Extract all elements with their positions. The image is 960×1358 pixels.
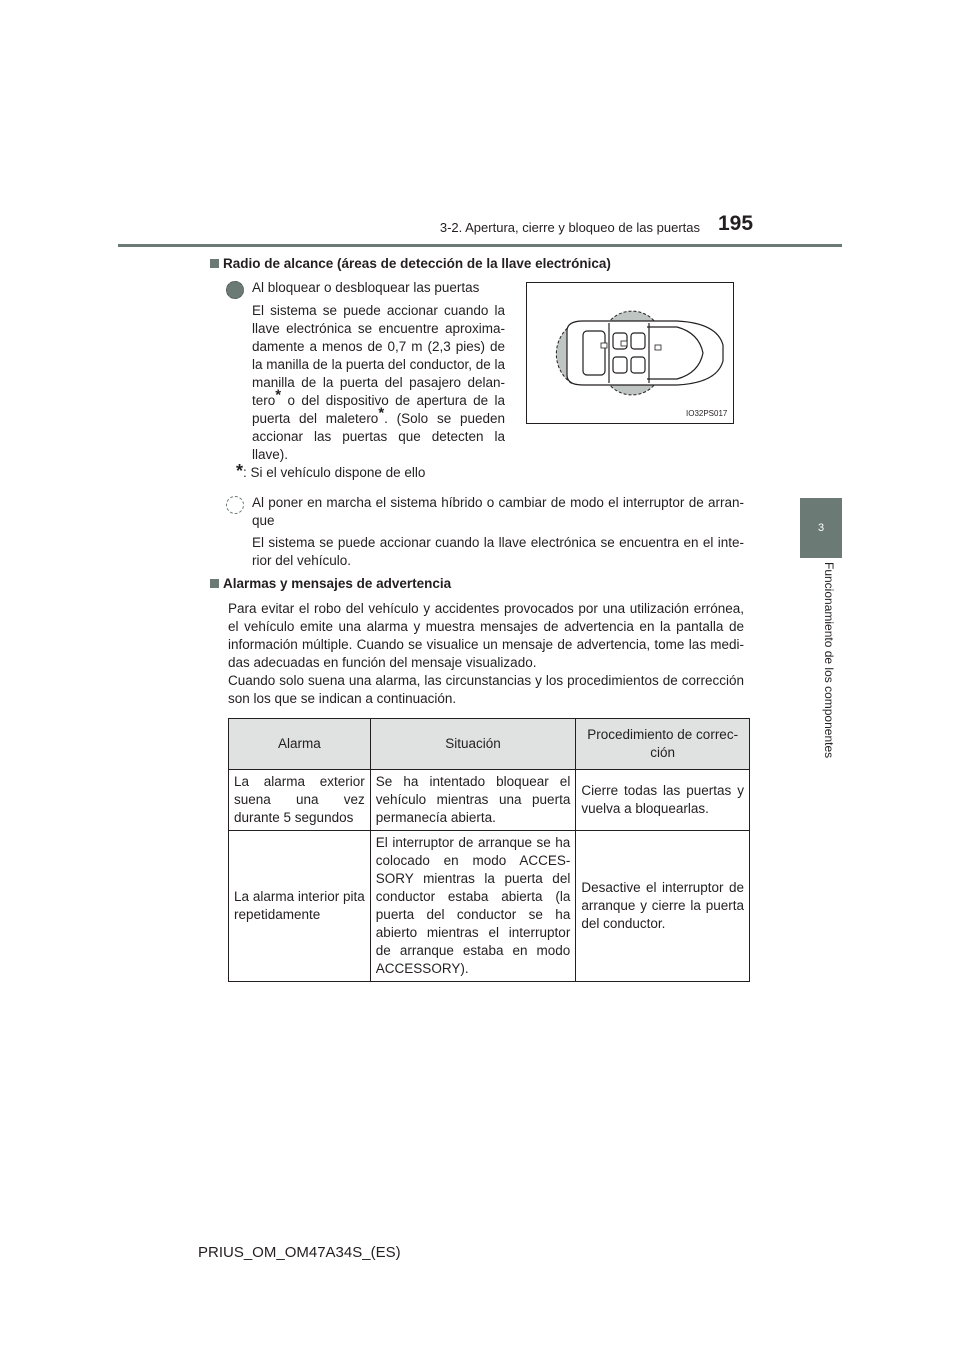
dashed-circle-icon xyxy=(226,496,244,514)
table-header-cell: Alarma xyxy=(229,719,371,770)
dashed-circle-filled-icon xyxy=(226,281,244,299)
table-cell: La alarma exterior suena una vez durante 5 segundos xyxy=(229,770,371,831)
table-header-row xyxy=(229,719,750,770)
item1-title: Al bloquear o desbloquear las puertas xyxy=(252,280,480,295)
header-section-title: 3-2. Apertura, cierre y bloqueo de las puertas xyxy=(439,220,700,235)
car-top-view-illustration xyxy=(527,283,733,423)
table-header-cell: Procedimiento de correc-ción xyxy=(576,719,750,770)
range-heading: Radio de alcance (áreas de detección de la llave electrónica) xyxy=(210,256,611,271)
item1-text: El sistema se puede accionar cuando la llave electrónica se encuentre aproxima-damente a menos de 0,7 m (2,3 pies) de la manilla de la puerta del conductor, de la manilla de la puerta del pasajero delan-tero* o del dispositivo de apertura de la puerta del maletero*. (Solo se pueden accionar las puertas que detecten la llave). xyxy=(252,303,505,462)
table-cell: La alarma interior pita repetidamente xyxy=(229,831,371,982)
square-bullet-icon xyxy=(210,259,219,268)
header-divider xyxy=(118,244,842,247)
table-cell: Cierre todas las puertas y vuelva a bloquearlas. xyxy=(576,770,750,831)
detection-areas-figure xyxy=(526,282,734,424)
asterisk-mark: * xyxy=(378,404,385,422)
table-row xyxy=(229,770,750,831)
alarms-paragraph-2: Cuando solo suena una alarma, las circunstancias y los procedimientos de corrección son los que se indican a continuación. xyxy=(228,673,744,706)
footnote: *: Si el vehículo dispone de ello xyxy=(236,461,426,481)
table-cell: Desactive el interruptor de arranque y cierre la puerta del conductor. xyxy=(576,831,750,982)
table-cell: Se ha intentado bloquear el vehículo mientras una puerta permanecía abierta. xyxy=(370,770,576,831)
page-number: 195 xyxy=(718,212,754,235)
item2-text: El sistema se puede accionar cuando la llave electrónica se encuentra en el inte-rior del vehículo. xyxy=(252,535,744,568)
chapter-number: 3 xyxy=(817,522,825,534)
alarms-paragraph-1: Para evitar el robo del vehículo y accidentes provocados por una utilización errónea, el vehículo emite una alarma y muestra mensajes de advertencia en la pantalla de información múltiple. Cuando se visualice un mensaje de advertencia, tome las medi-das adecuadas en función del mensaje visualizado. xyxy=(228,601,744,670)
asterisk-mark: * xyxy=(275,386,282,404)
chapter-title: Funcionamiento de los componentes xyxy=(822,562,836,759)
asterisk-mark: * xyxy=(236,461,244,481)
table-header-cell: Situación xyxy=(370,719,576,770)
document-code: PRIUS_OM_OM47A34S_(ES) xyxy=(198,1244,401,1261)
table-cell: El interruptor de arranque se ha colocado en modo ACCES-SORY mientras la puerta del conductor estaba abierta (la puerta del conductor se ha abierto mientras el interruptor de arranque estaba en modo ACCESSORY). xyxy=(370,831,576,982)
alarms-heading: Alarmas y mensajes de advertencia xyxy=(210,576,451,591)
alarm-table xyxy=(228,718,750,982)
item2-title: Al poner en marcha el sistema híbrido o cambiar de modo el interruptor de arran-que xyxy=(252,495,744,528)
table-row xyxy=(229,831,750,982)
figure-code: IO32PS017 xyxy=(686,409,728,418)
square-bullet-icon xyxy=(210,579,219,588)
